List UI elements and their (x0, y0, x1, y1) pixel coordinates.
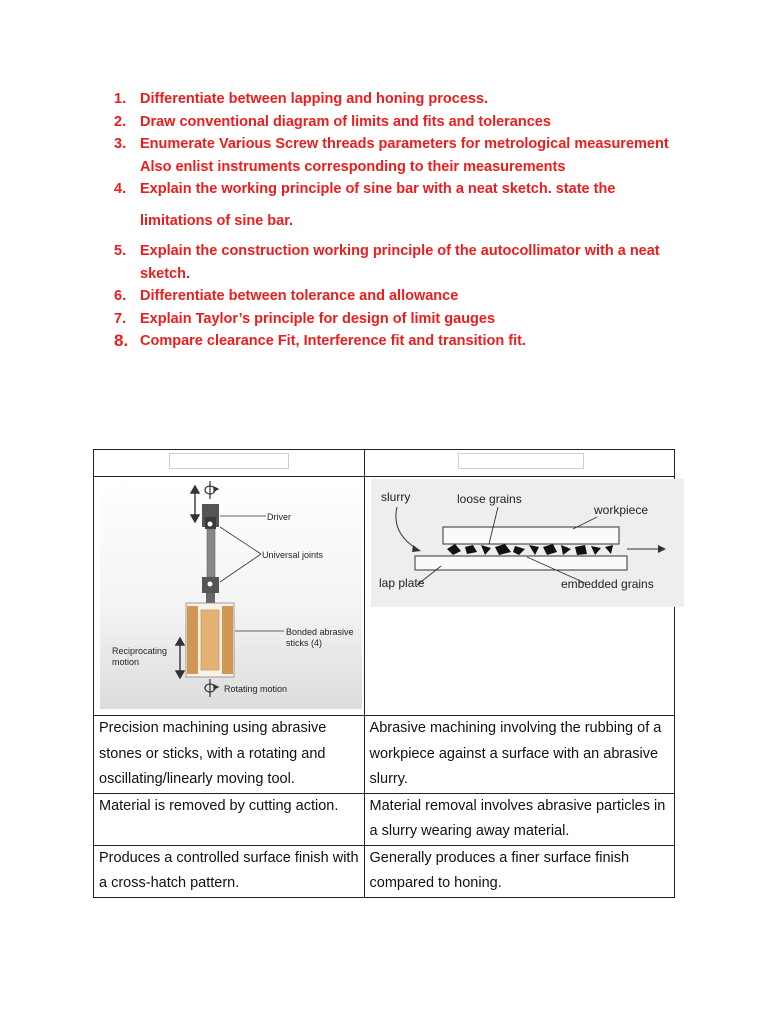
question-number: 1. (114, 91, 127, 107)
label-lap-plate: lap plate (378, 576, 424, 590)
lapping-cell: Abrasive machining involving the rubbing of a workpiece against a surface with an abrasive slurry. (364, 716, 674, 794)
honing-cell: Material is removed by cutting action. (94, 793, 365, 845)
table-header-row (94, 450, 675, 477)
question-text-continued: limitations of sine bar. (140, 212, 294, 229)
question-number: 4. (114, 181, 127, 197)
question-list (112, 88, 692, 353)
vertical-double-arrow-icon (191, 486, 199, 522)
rotation-arrow-icon (205, 481, 218, 499)
label-driver: Driver (267, 512, 291, 522)
reciprocating-arrow-icon (176, 638, 184, 678)
honing-figure-cell (94, 477, 365, 716)
question-number: 8. (114, 331, 129, 350)
shaft (207, 529, 215, 577)
question-item (112, 308, 692, 331)
abrasive-stick-right (222, 606, 233, 674)
lapping-diagram (365, 477, 685, 617)
label-rotating-motion: Rotating motion (224, 684, 288, 694)
lapping-leader-lines (417, 507, 597, 585)
label-slurry: slurry (380, 490, 410, 504)
motion-arrow-icon (658, 545, 666, 553)
question-number: 5. (114, 243, 127, 259)
question-number: 6. (114, 288, 127, 304)
abrasive-stick-left (187, 606, 198, 674)
question-item (112, 178, 692, 232)
question-text: Explain the working principle of sine bar with a neat sketch. state the (140, 181, 616, 197)
table-row (94, 716, 675, 794)
abrasive-grains (447, 544, 613, 555)
label-loose-grains: loose grains (456, 492, 522, 506)
question-text: Explain the construction working principle of the autocollimator with a neat sketch. (140, 243, 660, 282)
table-row (94, 793, 675, 845)
figure-row (94, 477, 675, 716)
lap-plate (415, 556, 627, 570)
question-text: Differentiate between lapping and honing process. (140, 91, 489, 107)
question-item (112, 133, 692, 178)
label-reciprocating: Reciprocating (112, 646, 168, 656)
question-number: 2. (114, 113, 127, 130)
lapping-cell: Generally produces a finer surface finish compared to honing. (364, 845, 674, 897)
question-item (112, 330, 692, 353)
label-workpiece: workpiece (593, 503, 648, 517)
question-text: Enumerate Various Screw threads parameters for metrological measurement Also enlist instruments corresponding to their measurements (140, 136, 669, 175)
honing-diagram (94, 477, 369, 715)
abrasive-stick-center (201, 610, 219, 670)
honing-cell: Precision machining using abrasive stones or sticks, with a rotating and oscillating/linearly moving tool. (94, 716, 365, 794)
honing-cell: Produces a controlled surface finish with a cross-hatch pattern. (94, 845, 365, 897)
question-text: Draw conventional diagram of limits and fits and tolerances (140, 113, 551, 130)
label-bonded-abrasive: Bonded abrasive (286, 627, 354, 637)
joint-pin (208, 522, 213, 527)
question-item (112, 285, 692, 308)
label-embedded-grains: embedded grains (560, 577, 654, 591)
workpiece-block (443, 527, 619, 544)
header-placeholder-box (458, 453, 584, 469)
question-text: Compare clearance Fit, Interference fit and transition fit. (140, 333, 526, 349)
lapping-cell: Material removal involves abrasive particles in a slurry wearing away material. (364, 793, 674, 845)
question-item (112, 88, 692, 111)
label-universal-joints: Universal joints (262, 550, 324, 560)
question-number: 3. (114, 136, 127, 152)
tool-neck (206, 593, 215, 603)
header-cell-lapping (364, 450, 674, 477)
rotation-arrow-icon (205, 679, 218, 697)
joint-pin (208, 582, 213, 587)
header-placeholder-box (169, 453, 289, 469)
lapping-figure-cell (364, 477, 674, 716)
question-text: Explain Taylor’s principle for design of limit gauges (140, 310, 496, 327)
arrow-head-icon (412, 545, 421, 552)
question-text: Differentiate between tolerance and allowance (140, 288, 459, 304)
question-number: 7. (114, 310, 127, 327)
question-item (112, 240, 692, 285)
comparison-table (93, 449, 675, 898)
label-sticks: sticks (4) (286, 638, 322, 648)
table-row (94, 845, 675, 897)
slurry-arrow (395, 507, 416, 549)
label-motion: motion (112, 657, 140, 667)
header-cell-honing (94, 450, 365, 477)
question-item (112, 111, 692, 134)
